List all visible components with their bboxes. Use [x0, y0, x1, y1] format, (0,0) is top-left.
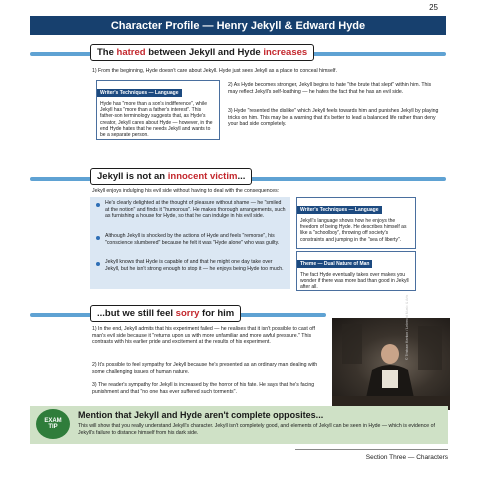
victim-bullet-3: Jekyll knows that Hyde is capable of and that he might one day take over Jekyll, but he isn't strong enough to stop it — he enjoys being Hyde too much.	[105, 259, 284, 272]
section-heading-victim: Jekyll is not an innocent victim...	[90, 168, 252, 185]
writers-techniques-label: Writer's Techniques — Language	[97, 89, 182, 97]
exam-tip-text: This will show that you really understand Jekyll's character. Jekyll isn't completely good, and elements of Jekyll can be seen in Hyde — which is evidence of Jekyll's failure to distance himself from his dark side.	[78, 423, 435, 436]
photo-credit: © Tristram Kenton / Lebrecht Music & Arts	[405, 294, 409, 360]
page-number: 25	[429, 3, 438, 12]
section-heading-sorry: ...but we still feel sorry for him	[90, 305, 241, 322]
section-heading-hatred: The hatred between Jekyll and Hyde increases	[90, 44, 314, 61]
bullet-icon	[96, 203, 100, 207]
exam-tip-badge: EXAM TIP	[36, 409, 70, 439]
hatred-point-3: 3) Hyde "resented the dislike" which Jekyll feels towards him and punishes Jekyll by playing tricks on him. This may be a warning that it's better to lead a balanced life rather than deny your bad side completely.	[228, 108, 439, 128]
footer-rule	[295, 449, 448, 450]
writers-techniques-box-1	[96, 80, 220, 140]
theme-box	[296, 251, 416, 291]
theme-text: The fact Hyde eventually takes over makes you wonder if there was more bad than good in Jekyll after all.	[300, 272, 409, 291]
exam-tip-heading: Mention that Jekyll and Hyde aren't complete opposites...	[78, 410, 324, 420]
victim-bullet-1: He's clearly delighted at the thought of pleasure without shame — he "smiled at the notion" and finds it "humorous". He makes thorough arrangements, such as furnishing a house for Hyde, so that he can indulge in his evil side.	[105, 200, 286, 220]
stage-photo	[332, 318, 450, 410]
bullet-icon	[96, 262, 100, 266]
sorry-point-3: 3) The reader's sympathy for Jekyll is increased by the horror of his fate. He says that he's facing punishment and that "no one has ever suffered such torments".	[92, 382, 315, 395]
page-title: Character Profile — Henry Jekyll & Edward Hyde	[30, 16, 446, 35]
hatred-point-2: 2) As Hyde becomes stronger, Jekyll begins to hate "the brute that slept" within him. This may reflect Jekyll's self-loathing — he hates the fact that he has an evil side.	[228, 82, 432, 95]
bullet-icon	[96, 236, 100, 240]
writers-techniques-label: Writer's Techniques — Language	[297, 206, 382, 214]
victim-bullet-2: Although Jekyll is shocked by the actions of Hyde and feels "remorse", his "conscience slumbered" because he felt it was "Hyde alone" who was guilty.	[105, 233, 280, 246]
sorry-point-1: 1) In the end, Jekyll admits that his experiment failed — he realises that it isn't possible to cast off man's evil side because it "returns upon us with more unfamiliar and more awful pressure." This contrasts with his earlier pride and excitement at the results of his experiment.	[92, 326, 315, 346]
sorry-point-2: 2) It's possible to feel sympathy for Jekyll because he's presented as an ordinary man dealing with some challenging issues of human nature.	[92, 362, 318, 375]
hatred-point-1: 1) From the beginning, Hyde doesn't care about Jekyll. Hyde just sees Jekyll as a place to conceal himself.	[92, 68, 337, 74]
writers-techniques-box-2	[296, 197, 416, 249]
writers-techniques-text: Hyde has "more than a son's indifference", while Jekyll has "more than a father's interest". This father-son terminology suggests that, as Hyde's creator, Jekyll cares about Hyde — however, in the end Hyde hates that he needs Jekyll and wants to be a separate person.	[100, 101, 213, 139]
theme-label: Theme — Dual Nature of Man	[297, 260, 372, 268]
footer-section-label: Section Three — Characters	[365, 454, 448, 461]
writers-techniques-text: Jekyll's language shows how he enjoys the freedom of being Hyde. He describes himself as like a "schoolboy", throwing off society's constraints and jumping in the "sea of liberty".	[300, 218, 407, 243]
victim-intro: Jekyll enjoys indulging his evil side without having to deal with the consequences:	[92, 188, 280, 194]
